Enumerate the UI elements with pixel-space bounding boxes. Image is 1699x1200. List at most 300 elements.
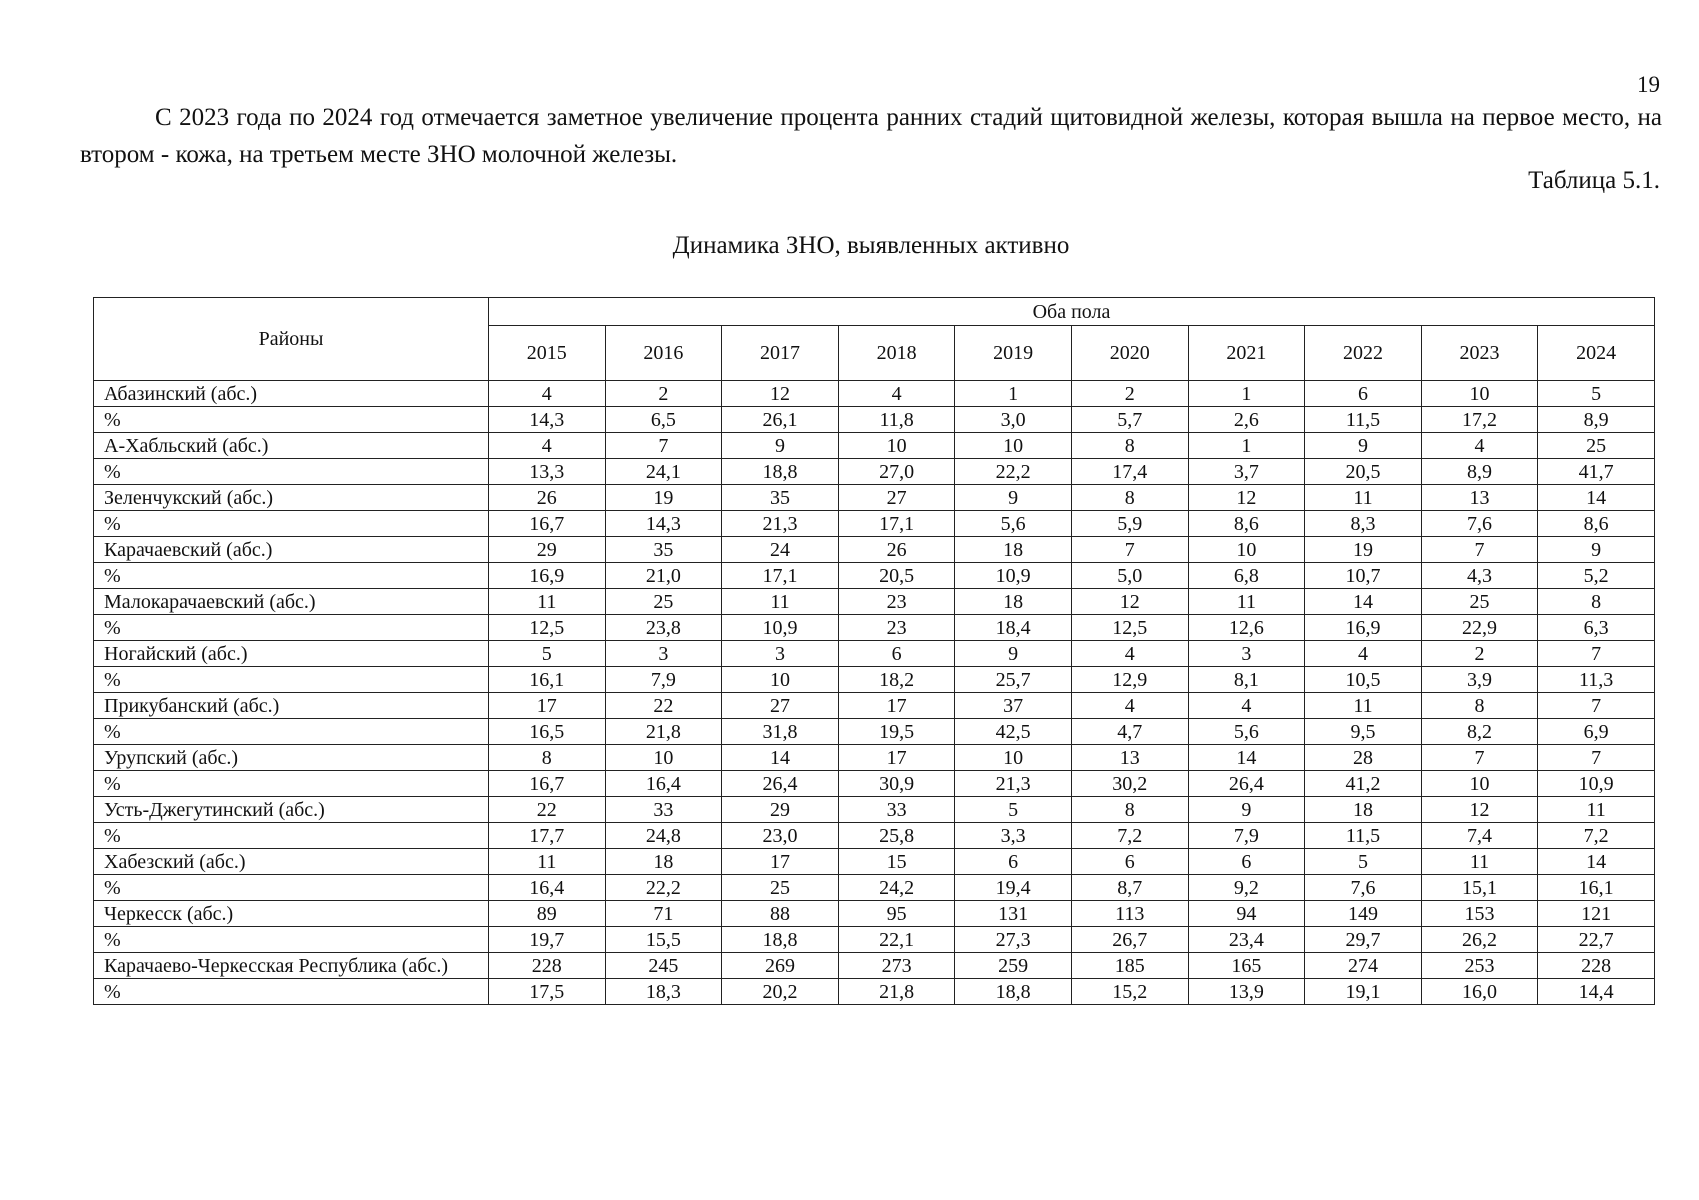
cell-value: 23,8 [605, 615, 722, 641]
cell-value: 37 [955, 693, 1072, 719]
table-row [94, 563, 1655, 589]
table-number: Таблица 5.1. [1528, 167, 1660, 194]
cell-value: 16,5 [489, 719, 606, 745]
cell-value: 19,1 [1305, 979, 1422, 1005]
cell-value: 2 [1421, 641, 1538, 667]
cell-value: 8 [1538, 589, 1655, 615]
cell-value: 42,5 [955, 719, 1072, 745]
cell-value: 10 [1421, 381, 1538, 407]
cell-value: 185 [1071, 953, 1188, 979]
cell-value: 5 [489, 641, 606, 667]
cell-value: 11,5 [1305, 407, 1422, 433]
cell-value: 245 [605, 953, 722, 979]
cell-value: 25,7 [955, 667, 1072, 693]
table-row [94, 615, 1655, 641]
cell-value: 14,4 [1538, 979, 1655, 1005]
cell-value: 8 [1071, 797, 1188, 823]
cell-value: 16,9 [489, 563, 606, 589]
row-label: % [94, 667, 489, 693]
year-header-2022: 2022 [1305, 326, 1422, 381]
cell-value: 12,9 [1071, 667, 1188, 693]
cell-value: 24,2 [838, 875, 955, 901]
year-header-2024: 2024 [1538, 326, 1655, 381]
cell-value: 5 [1538, 381, 1655, 407]
cell-value: 4 [838, 381, 955, 407]
cell-value: 12,5 [1071, 615, 1188, 641]
cell-value: 7 [1538, 693, 1655, 719]
cell-value: 18,3 [605, 979, 722, 1005]
cell-value: 18 [1305, 797, 1422, 823]
row-label: % [94, 719, 489, 745]
table-row [94, 641, 1655, 667]
cell-value: 18,8 [722, 927, 839, 953]
table-row [94, 901, 1655, 927]
cell-value: 165 [1188, 953, 1305, 979]
cell-value: 21,0 [605, 563, 722, 589]
cell-value: 3,0 [955, 407, 1072, 433]
cell-value: 18,2 [838, 667, 955, 693]
cell-value: 17 [722, 849, 839, 875]
cell-value: 6,8 [1188, 563, 1305, 589]
cell-value: 4,3 [1421, 563, 1538, 589]
cell-value: 17,1 [838, 511, 955, 537]
cell-value: 22,2 [605, 875, 722, 901]
table-row [94, 849, 1655, 875]
cell-value: 10 [605, 745, 722, 771]
table-row [94, 459, 1655, 485]
cell-value: 18 [955, 537, 1072, 563]
row-label: Черкесск (абс.) [94, 901, 489, 927]
table-row [94, 433, 1655, 459]
cell-value: 19,5 [838, 719, 955, 745]
cell-value: 3 [1188, 641, 1305, 667]
cell-value: 23 [838, 615, 955, 641]
cell-value: 14 [1188, 745, 1305, 771]
table-row [94, 381, 1655, 407]
cell-value: 10 [722, 667, 839, 693]
intro-paragraph: С 2023 года по 2024 год отмечается заметное увеличение процента ранних стадий щитовидной железы, которая вышла на первое место, на втором - кожа, на третьем месте ЗНО молочной железы. [80, 104, 1662, 168]
cell-value: 18,8 [955, 979, 1072, 1005]
cell-value: 17,1 [722, 563, 839, 589]
cell-value: 33 [838, 797, 955, 823]
cell-value: 5,6 [1188, 719, 1305, 745]
cell-value: 19,7 [489, 927, 606, 953]
cell-value: 153 [1421, 901, 1538, 927]
row-label: % [94, 875, 489, 901]
cell-value: 24,8 [605, 823, 722, 849]
region-column-header: Районы [94, 298, 489, 381]
cell-value: 149 [1305, 901, 1422, 927]
cell-value: 269 [722, 953, 839, 979]
cell-value: 26 [838, 537, 955, 563]
cell-value: 19 [1305, 537, 1422, 563]
cell-value: 19,4 [955, 875, 1072, 901]
row-label: Абазинский (абс.) [94, 381, 489, 407]
table-row [94, 537, 1655, 563]
cell-value: 5 [1305, 849, 1422, 875]
cell-value: 11 [722, 589, 839, 615]
cell-value: 27 [838, 485, 955, 511]
cell-value: 3,9 [1421, 667, 1538, 693]
cell-value: 29,7 [1305, 927, 1422, 953]
cell-value: 7 [1421, 537, 1538, 563]
row-label: Прикубанский (абс.) [94, 693, 489, 719]
cell-value: 15,1 [1421, 875, 1538, 901]
cell-value: 30,2 [1071, 771, 1188, 797]
cell-value: 5,9 [1071, 511, 1188, 537]
table-row [94, 771, 1655, 797]
cell-value: 17 [489, 693, 606, 719]
cell-value: 4 [1188, 693, 1305, 719]
cell-value: 4 [1421, 433, 1538, 459]
cell-value: 6 [1071, 849, 1188, 875]
row-label: % [94, 511, 489, 537]
cell-value: 27,3 [955, 927, 1072, 953]
row-label: Малокарачаевский (абс.) [94, 589, 489, 615]
cell-value: 22 [605, 693, 722, 719]
cell-value: 27 [722, 693, 839, 719]
table-row [94, 485, 1655, 511]
row-label: А-Хабльский (абс.) [94, 433, 489, 459]
cell-value: 22,1 [838, 927, 955, 953]
row-label: % [94, 615, 489, 641]
cell-value: 16,1 [1538, 875, 1655, 901]
cell-value: 7,2 [1538, 823, 1655, 849]
cell-value: 5,0 [1071, 563, 1188, 589]
data-table [93, 297, 1655, 1005]
cell-value: 19 [605, 485, 722, 511]
cell-value: 10 [1421, 771, 1538, 797]
row-label: Усть-Джегутинский (абс.) [94, 797, 489, 823]
cell-value: 12 [1071, 589, 1188, 615]
cell-value: 17,5 [489, 979, 606, 1005]
cell-value: 23,0 [722, 823, 839, 849]
cell-value: 16,4 [605, 771, 722, 797]
cell-value: 11 [1538, 797, 1655, 823]
row-label: Карачаево-Черкесская Республика (абс.) [94, 953, 489, 979]
cell-value: 15 [838, 849, 955, 875]
cell-value: 41,2 [1305, 771, 1422, 797]
cell-value: 25 [1538, 433, 1655, 459]
cell-value: 18 [605, 849, 722, 875]
cell-value: 21,8 [838, 979, 955, 1005]
table-row [94, 667, 1655, 693]
cell-value: 10 [955, 745, 1072, 771]
cell-value: 13,3 [489, 459, 606, 485]
group-column-header: Оба пола [489, 298, 1655, 326]
cell-value: 20,2 [722, 979, 839, 1005]
cell-value: 16,4 [489, 875, 606, 901]
cell-value: 21,3 [955, 771, 1072, 797]
row-label: Карачаевский (абс.) [94, 537, 489, 563]
cell-value: 11,5 [1305, 823, 1422, 849]
cell-value: 24 [722, 537, 839, 563]
cell-value: 13 [1071, 745, 1188, 771]
cell-value: 11 [1305, 693, 1422, 719]
table-title: Динамика ЗНО, выявленных активно [672, 232, 1070, 259]
cell-value: 8 [1071, 485, 1188, 511]
cell-value: 8 [1421, 693, 1538, 719]
cell-value: 89 [489, 901, 606, 927]
cell-value: 27,0 [838, 459, 955, 485]
cell-value: 26 [489, 485, 606, 511]
cell-value: 16,1 [489, 667, 606, 693]
row-label: % [94, 771, 489, 797]
cell-value: 11,8 [838, 407, 955, 433]
cell-value: 6 [1305, 381, 1422, 407]
cell-value: 6 [955, 849, 1072, 875]
row-label: Хабезский (абс.) [94, 849, 489, 875]
cell-value: 6 [1188, 849, 1305, 875]
cell-value: 14 [1305, 589, 1422, 615]
table-row [94, 823, 1655, 849]
table-row [94, 927, 1655, 953]
cell-value: 4 [1071, 693, 1188, 719]
cell-value: 15,2 [1071, 979, 1188, 1005]
cell-value: 6 [838, 641, 955, 667]
cell-value: 21,3 [722, 511, 839, 537]
cell-value: 16,7 [489, 771, 606, 797]
cell-value: 131 [955, 901, 1072, 927]
cell-value: 25 [722, 875, 839, 901]
cell-value: 1 [955, 381, 1072, 407]
cell-value: 11,3 [1538, 667, 1655, 693]
year-header-2020: 2020 [1071, 326, 1188, 381]
cell-value: 25 [1421, 589, 1538, 615]
cell-value: 12,6 [1188, 615, 1305, 641]
cell-value: 18 [955, 589, 1072, 615]
cell-value: 9 [1538, 537, 1655, 563]
cell-value: 7,9 [1188, 823, 1305, 849]
cell-value: 95 [838, 901, 955, 927]
cell-value: 10,5 [1305, 667, 1422, 693]
cell-value: 26,1 [722, 407, 839, 433]
cell-value: 7,9 [605, 667, 722, 693]
cell-value: 25 [605, 589, 722, 615]
table-row [94, 719, 1655, 745]
table-row [94, 589, 1655, 615]
cell-value: 4 [1305, 641, 1422, 667]
cell-value: 3 [605, 641, 722, 667]
table-row [94, 407, 1655, 433]
year-header-2021: 2021 [1188, 326, 1305, 381]
cell-value: 9 [955, 485, 1072, 511]
cell-value: 10,9 [1538, 771, 1655, 797]
cell-value: 8,2 [1421, 719, 1538, 745]
cell-value: 121 [1538, 901, 1655, 927]
cell-value: 33 [605, 797, 722, 823]
table-body [94, 381, 1655, 1005]
cell-value: 3 [722, 641, 839, 667]
cell-value: 5,2 [1538, 563, 1655, 589]
cell-value: 30,9 [838, 771, 955, 797]
cell-value: 24,1 [605, 459, 722, 485]
cell-value: 8,9 [1421, 459, 1538, 485]
row-label: % [94, 979, 489, 1005]
cell-value: 10 [955, 433, 1072, 459]
cell-value: 41,7 [1538, 459, 1655, 485]
cell-value: 1 [1188, 381, 1305, 407]
cell-value: 17 [838, 693, 955, 719]
cell-value: 14 [1538, 485, 1655, 511]
cell-value: 21,8 [605, 719, 722, 745]
year-header-2015: 2015 [489, 326, 606, 381]
table-row [94, 953, 1655, 979]
cell-value: 7,6 [1421, 511, 1538, 537]
cell-value: 29 [722, 797, 839, 823]
cell-value: 4,7 [1071, 719, 1188, 745]
cell-value: 9 [1188, 797, 1305, 823]
cell-value: 7 [1538, 641, 1655, 667]
cell-value: 18,8 [722, 459, 839, 485]
row-label: Урупский (абс.) [94, 745, 489, 771]
cell-value: 228 [489, 953, 606, 979]
cell-value: 2 [605, 381, 722, 407]
cell-value: 26,4 [1188, 771, 1305, 797]
cell-value: 12 [1188, 485, 1305, 511]
cell-value: 88 [722, 901, 839, 927]
row-label: % [94, 823, 489, 849]
cell-value: 10,9 [722, 615, 839, 641]
cell-value: 11 [1421, 849, 1538, 875]
cell-value: 10 [1188, 537, 1305, 563]
row-label: % [94, 563, 489, 589]
cell-value: 7,6 [1305, 875, 1422, 901]
cell-value: 1 [1188, 433, 1305, 459]
table-row [94, 875, 1655, 901]
cell-value: 10 [838, 433, 955, 459]
cell-value: 9 [1305, 433, 1422, 459]
cell-value: 28 [1305, 745, 1422, 771]
cell-value: 9,5 [1305, 719, 1422, 745]
year-header-2017: 2017 [722, 326, 839, 381]
cell-value: 29 [489, 537, 606, 563]
cell-value: 7,4 [1421, 823, 1538, 849]
cell-value: 8,6 [1538, 511, 1655, 537]
cell-value: 7 [605, 433, 722, 459]
cell-value: 16,0 [1421, 979, 1538, 1005]
cell-value: 8,3 [1305, 511, 1422, 537]
cell-value: 3,3 [955, 823, 1072, 849]
year-header-2019: 2019 [955, 326, 1072, 381]
cell-value: 13 [1421, 485, 1538, 511]
cell-value: 2 [1071, 381, 1188, 407]
cell-value: 113 [1071, 901, 1188, 927]
cell-value: 6,3 [1538, 615, 1655, 641]
cell-value: 8,9 [1538, 407, 1655, 433]
cell-value: 12 [1421, 797, 1538, 823]
cell-value: 6,5 [605, 407, 722, 433]
cell-value: 228 [1538, 953, 1655, 979]
cell-value: 17 [838, 745, 955, 771]
cell-value: 9 [722, 433, 839, 459]
cell-value: 31,8 [722, 719, 839, 745]
table-row [94, 745, 1655, 771]
cell-value: 15,5 [605, 927, 722, 953]
cell-value: 18,4 [955, 615, 1072, 641]
cell-value: 9,2 [1188, 875, 1305, 901]
year-header-2023: 2023 [1421, 326, 1538, 381]
cell-value: 5,7 [1071, 407, 1188, 433]
row-label: Зеленчукский (абс.) [94, 485, 489, 511]
cell-value: 8,6 [1188, 511, 1305, 537]
row-label: Ногайский (абс.) [94, 641, 489, 667]
cell-value: 14 [1538, 849, 1655, 875]
cell-value: 8 [489, 745, 606, 771]
cell-value: 35 [722, 485, 839, 511]
cell-value: 94 [1188, 901, 1305, 927]
cell-value: 11 [489, 849, 606, 875]
cell-value: 22,7 [1538, 927, 1655, 953]
cell-value: 8,7 [1071, 875, 1188, 901]
cell-value: 22,2 [955, 459, 1072, 485]
cell-value: 5,6 [955, 511, 1072, 537]
cell-value: 35 [605, 537, 722, 563]
cell-value: 20,5 [838, 563, 955, 589]
table-row [94, 797, 1655, 823]
cell-value: 16,7 [489, 511, 606, 537]
cell-value: 253 [1421, 953, 1538, 979]
cell-value: 10,7 [1305, 563, 1422, 589]
cell-value: 14 [722, 745, 839, 771]
cell-value: 14,3 [489, 407, 606, 433]
cell-value: 4 [1071, 641, 1188, 667]
cell-value: 71 [605, 901, 722, 927]
row-label: % [94, 927, 489, 953]
cell-value: 5 [955, 797, 1072, 823]
cell-value: 14,3 [605, 511, 722, 537]
cell-value: 17,2 [1421, 407, 1538, 433]
cell-value: 20,5 [1305, 459, 1422, 485]
cell-value: 7 [1071, 537, 1188, 563]
cell-value: 17,4 [1071, 459, 1188, 485]
cell-value: 26,7 [1071, 927, 1188, 953]
page-number: 19 [1637, 72, 1660, 97]
year-header-2018: 2018 [838, 326, 955, 381]
cell-value: 10,9 [955, 563, 1072, 589]
cell-value: 13,9 [1188, 979, 1305, 1005]
cell-value: 259 [955, 953, 1072, 979]
cell-value: 6,9 [1538, 719, 1655, 745]
cell-value: 8 [1071, 433, 1188, 459]
year-header-2016: 2016 [605, 326, 722, 381]
cell-value: 26,4 [722, 771, 839, 797]
cell-value: 12,5 [489, 615, 606, 641]
cell-value: 11 [489, 589, 606, 615]
cell-value: 273 [838, 953, 955, 979]
cell-value: 25,8 [838, 823, 955, 849]
cell-value: 4 [489, 433, 606, 459]
table-row [94, 693, 1655, 719]
cell-value: 4 [489, 381, 606, 407]
cell-value: 17,7 [489, 823, 606, 849]
cell-value: 11 [1305, 485, 1422, 511]
table-row [94, 979, 1655, 1005]
row-label: % [94, 407, 489, 433]
cell-value: 12 [722, 381, 839, 407]
cell-value: 22 [489, 797, 606, 823]
cell-value: 7 [1421, 745, 1538, 771]
row-label: % [94, 459, 489, 485]
table-row [94, 511, 1655, 537]
cell-value: 23 [838, 589, 955, 615]
cell-value: 16,9 [1305, 615, 1422, 641]
cell-value: 26,2 [1421, 927, 1538, 953]
cell-value: 7,2 [1071, 823, 1188, 849]
cell-value: 11 [1188, 589, 1305, 615]
cell-value: 2,6 [1188, 407, 1305, 433]
cell-value: 22,9 [1421, 615, 1538, 641]
